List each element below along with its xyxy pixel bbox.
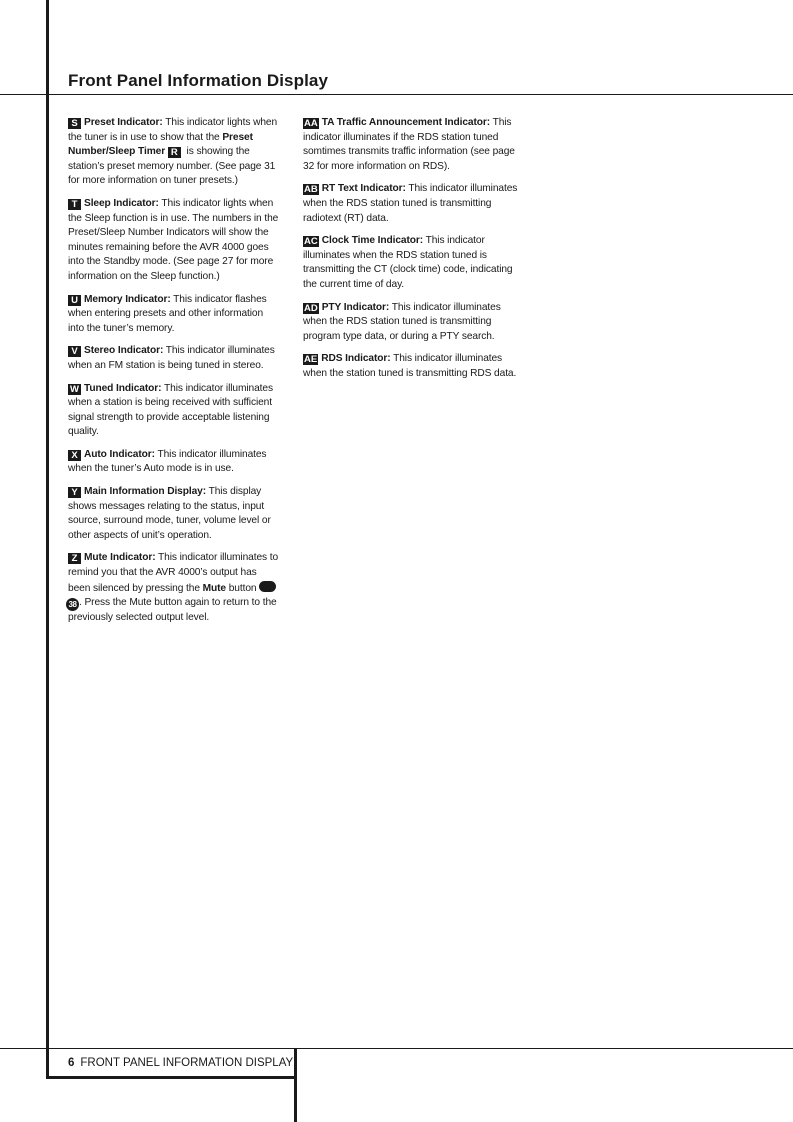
entry-text: This indicator illuminates if the RDS station tuned somtimes transmits traffic information (see page 32 for more information on RDS). [303,117,515,172]
entry-preset-indicator [68,116,280,189]
entry-emphasis: Mute [202,582,226,594]
entry-label: Main Information Display: [84,486,207,498]
entry-mute-indicator [68,551,280,625]
entry-label: TA Traffic Announcement Indicator: [321,117,491,128]
entry-sleep-indicator [68,197,280,285]
callout-badge-aa: AA [304,118,318,129]
entry-text-end: . Press the Mute button again to return to the previously selected output level. [68,597,277,624]
callout-badge-z: Z [68,553,81,564]
entry-label: RDS Indicator: [321,353,391,365]
left-margin-bar [46,0,49,1077]
entry-label: Sleep Indicator: [84,197,159,209]
callout-badge-u: U [68,295,81,306]
button-number-badge: 38 [66,598,79,611]
entry-stereo-indicator [68,344,280,373]
entry-text: This indicator illuminates when an FM station is being tuned in stereo. [68,345,275,371]
page-title: Front Panel Information Display [68,71,329,90]
entry-text: This indicator illuminates when the RDS station tuned is transmitting radiotext (RT) data. [303,183,518,224]
callout-badge-x: X [68,450,81,461]
callout-badge-v: V [68,346,81,357]
header-rule [0,94,793,95]
entry-text: This indicator lights when the Sleep function is in use. The numbers in the Preset/Sleep Number Indicators will show the minutes remaining before the AVR 4000 goes into the Standby mode. (See page 27 for more information on the Sleep function.) [68,197,279,282]
callout-badge-ac: AC [304,236,318,248]
entry-pty-indicator [303,301,523,345]
remote-button-icon [259,581,276,592]
entry-label: Mute Indicator: [84,552,156,564]
entry-label: Tuned Indicator: [84,382,162,394]
entry-label: RT Text Indicator: [321,183,406,195]
callout-badge-s: S [68,118,81,129]
footer-section-title: FRONT PANEL INFORMATION DISPLAY [80,1057,294,1069]
entry-rt-text-indicator [303,182,523,226]
entry-main-information-display [68,485,280,543]
entry-text: This indicator lights when the tuner is in use to show that the [68,117,278,143]
entry-label: PTY Indicator: [321,301,390,313]
page-footer [68,1056,293,1070]
callout-badge-y: Y [68,487,81,498]
right-column [303,116,523,390]
entry-text: This indicator illuminates when the RDS station tuned is transmitting the CT (clock time) code, indicating the current time of day. [303,235,513,290]
entry-emphasis: Preset Number/Sleep Timer [68,131,253,158]
callout-badge-ab: AB [304,184,318,196]
entry-rds-indicator [303,352,523,381]
entry-memory-indicator [68,293,280,337]
entry-text-continued: button [226,582,260,594]
entry-auto-indicator [68,448,280,477]
entry-text: This indicator illuminates when the RDS station tuned is transmitting program type data, or during a PTY search. [303,301,501,342]
page-number: 6 [68,1057,75,1069]
callout-badge-w: W [68,384,81,395]
entry-label: Auto Indicator: [84,448,155,460]
entry-text: This display shows messages relating to the status, input source, surround mode, tuner, volume level or other aspects of unit’s operation. [68,486,271,541]
callout-badge-r: R [168,147,181,158]
left-column [68,116,280,634]
entry-tuned-indicator [68,382,280,440]
entry-clock-time-indicator [303,234,523,292]
entry-label: Preset Indicator: [84,117,163,128]
entry-text: This indicator illuminates when a station is being received with sufficient signal strength to provide acceptable listening quality. [68,382,273,438]
callout-badge-ad: AD [304,302,318,314]
entry-text: This indicator illuminates to remind you that the AVR 4000’s output has been silenced by pressing the [68,552,279,594]
entry-text: This indicator flashes when entering presets and other information into the tuner’s memory. [68,293,267,334]
entry-label: Stereo Indicator: [84,345,164,357]
entry-text-continued: is showing the station’s preset memory number. (See page 31 for more information on tuner presets.) [68,146,276,187]
entry-text: This indicator illuminates when the tuner’s Auto mode is in use. [68,448,267,475]
footer-divider-bar [294,1048,297,1122]
callout-badge-ae: AE [304,354,318,366]
callout-badge-t: T [68,199,81,210]
entry-ta-traffic-indicator [303,116,523,174]
entry-label: Clock Time Indicator: [321,235,424,247]
entry-label: Memory Indicator: [84,293,171,305]
entry-text: This indicator illuminates when the station tuned is transmitting RDS data. [303,353,517,379]
